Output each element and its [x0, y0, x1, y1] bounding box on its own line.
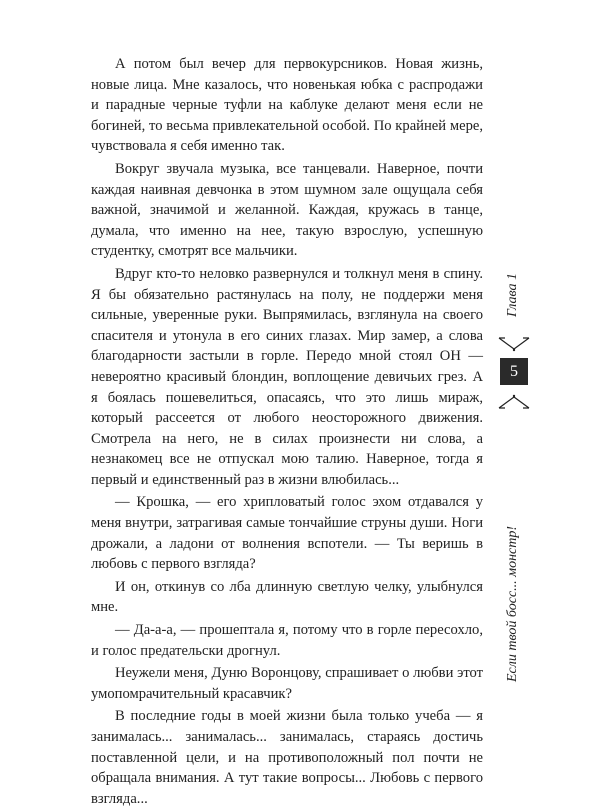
paragraph: В последние годы в моей жизни была только учеба — я занималась... занималась... занималась, стараясь достичь поставленной цели, и на противоположный пол почти не обращала внимания. А тут такие вопросы... Любовь с первого взгляда...: [91, 708, 483, 807]
paragraph: — Крошка, — его хрипловатый голос эхом отдавался у меня внутри, затрагивая самые тончайшие струны души. Ноги дрожали, а ладони от волнения вспотели. — Ты веришь в любовь с первого взгляда?: [91, 494, 483, 573]
chapter-label: Глава 1: [505, 273, 520, 317]
paragraph: — Да-а-а, — прошептала я, потому что в горле пересохло, и голос предательски дрогнул.: [91, 622, 483, 659]
paragraph: Неужели меня, Дуню Воронцову, спрашивает о любви этот умопомрачительный красавчик?: [91, 665, 483, 702]
paragraph: Вокруг звучала музыка, все танцевали. Наверное, почти каждая наивная девчонка в этом шумном зале ощущала себя важной, значимой и желанной. Каждая, кружась в танце, думала, что именно на нее, такую взрослую, успешную студентку, смотрят все мальчики.: [91, 160, 483, 260]
book-title: Если твой босс... монстр!: [505, 525, 520, 682]
paragraph: И он, откинув со лба длинную светлую челку, улыбнулся мне.: [91, 578, 483, 616]
paragraph: А потом был вечер для первокурсников. Новая жизнь, новые лица. Мне казалось, что новенькая юбка с распродажи и парадные черные туфли на каблуке делают меня если не богиней, то весьма привлекательной особой. По крайней мере, чувствовала я себя именно так.: [91, 56, 483, 155]
running-head: [497, 232, 533, 682]
body-text: [91, 54, 483, 809]
ornament-top-icon: [497, 336, 531, 352]
ornament-bottom-icon: [497, 394, 531, 410]
page-number: 5: [500, 358, 528, 385]
paragraph: Вдруг кто-то неловко развернулся и толкнул меня в спину. Я бы обязательно растянулась на полу, не поддержи меня сильные, уверенные руки. Выпрямилась, взглянула на своего спасителя и утонула в его синих глазах. Мир замер, а слова благодарности застыли в горле. Передо мной стоял ОН — невероятно красивый блондин, воплощение девичьих грез. А я боялась пошевелиться, опасаясь, что это лишь мираж, который рассеется от любого неосторожного движения. Смотрела на него, не в силах произнести ни слова, а незнакомец все не отпускал мою талию. Наверное, тогда я первый и единственный раз в жизни влюбилась...: [91, 265, 483, 488]
